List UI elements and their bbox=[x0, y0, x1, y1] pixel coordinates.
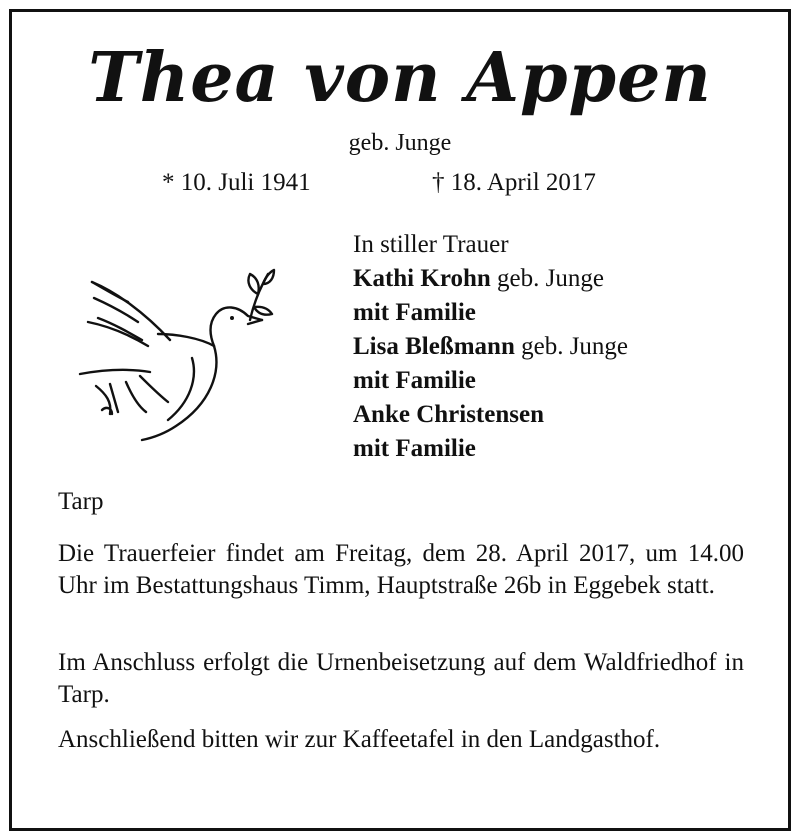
death-date: † 18. April 2017 bbox=[432, 169, 596, 196]
dove-with-olive-branch-icon bbox=[72, 262, 292, 444]
mourner-line: mit Familie bbox=[353, 435, 476, 462]
mourner-line: Anke Christensen bbox=[353, 401, 544, 428]
mourners-block bbox=[353, 228, 628, 466]
burial-text: Im Anschluss erfolgt die Urnenbeisetzung auf dem Waldfriedhof in Tarp. bbox=[58, 649, 744, 708]
funeral-service-text: Die Trauerfeier findet am Freitag, dem 28. April 2017, um 14.00 Uhr im Bestattungshaus Timm, Hauptstraße 26b in Eggebek statt. bbox=[58, 540, 744, 599]
mourner-line: Lisa Bleßmann geb. Junge bbox=[353, 333, 629, 360]
mourner-line: mit Familie bbox=[353, 299, 476, 326]
maiden-name: geb. Junge bbox=[348, 130, 452, 156]
mourning-intro: In stiller Trauer bbox=[353, 231, 509, 258]
birth-date: * 10. Juli 1941 bbox=[162, 169, 311, 196]
reception-text: Anschließend bitten wir zur Kaffeetafel in den Landgasthof. bbox=[58, 726, 661, 753]
mourner-line: mit Familie bbox=[353, 367, 476, 394]
deceased-name: Thea von Appen bbox=[88, 38, 712, 118]
mourner-line: Kathi Krohn geb. Junge bbox=[353, 265, 604, 292]
place-name: Tarp bbox=[58, 488, 104, 515]
